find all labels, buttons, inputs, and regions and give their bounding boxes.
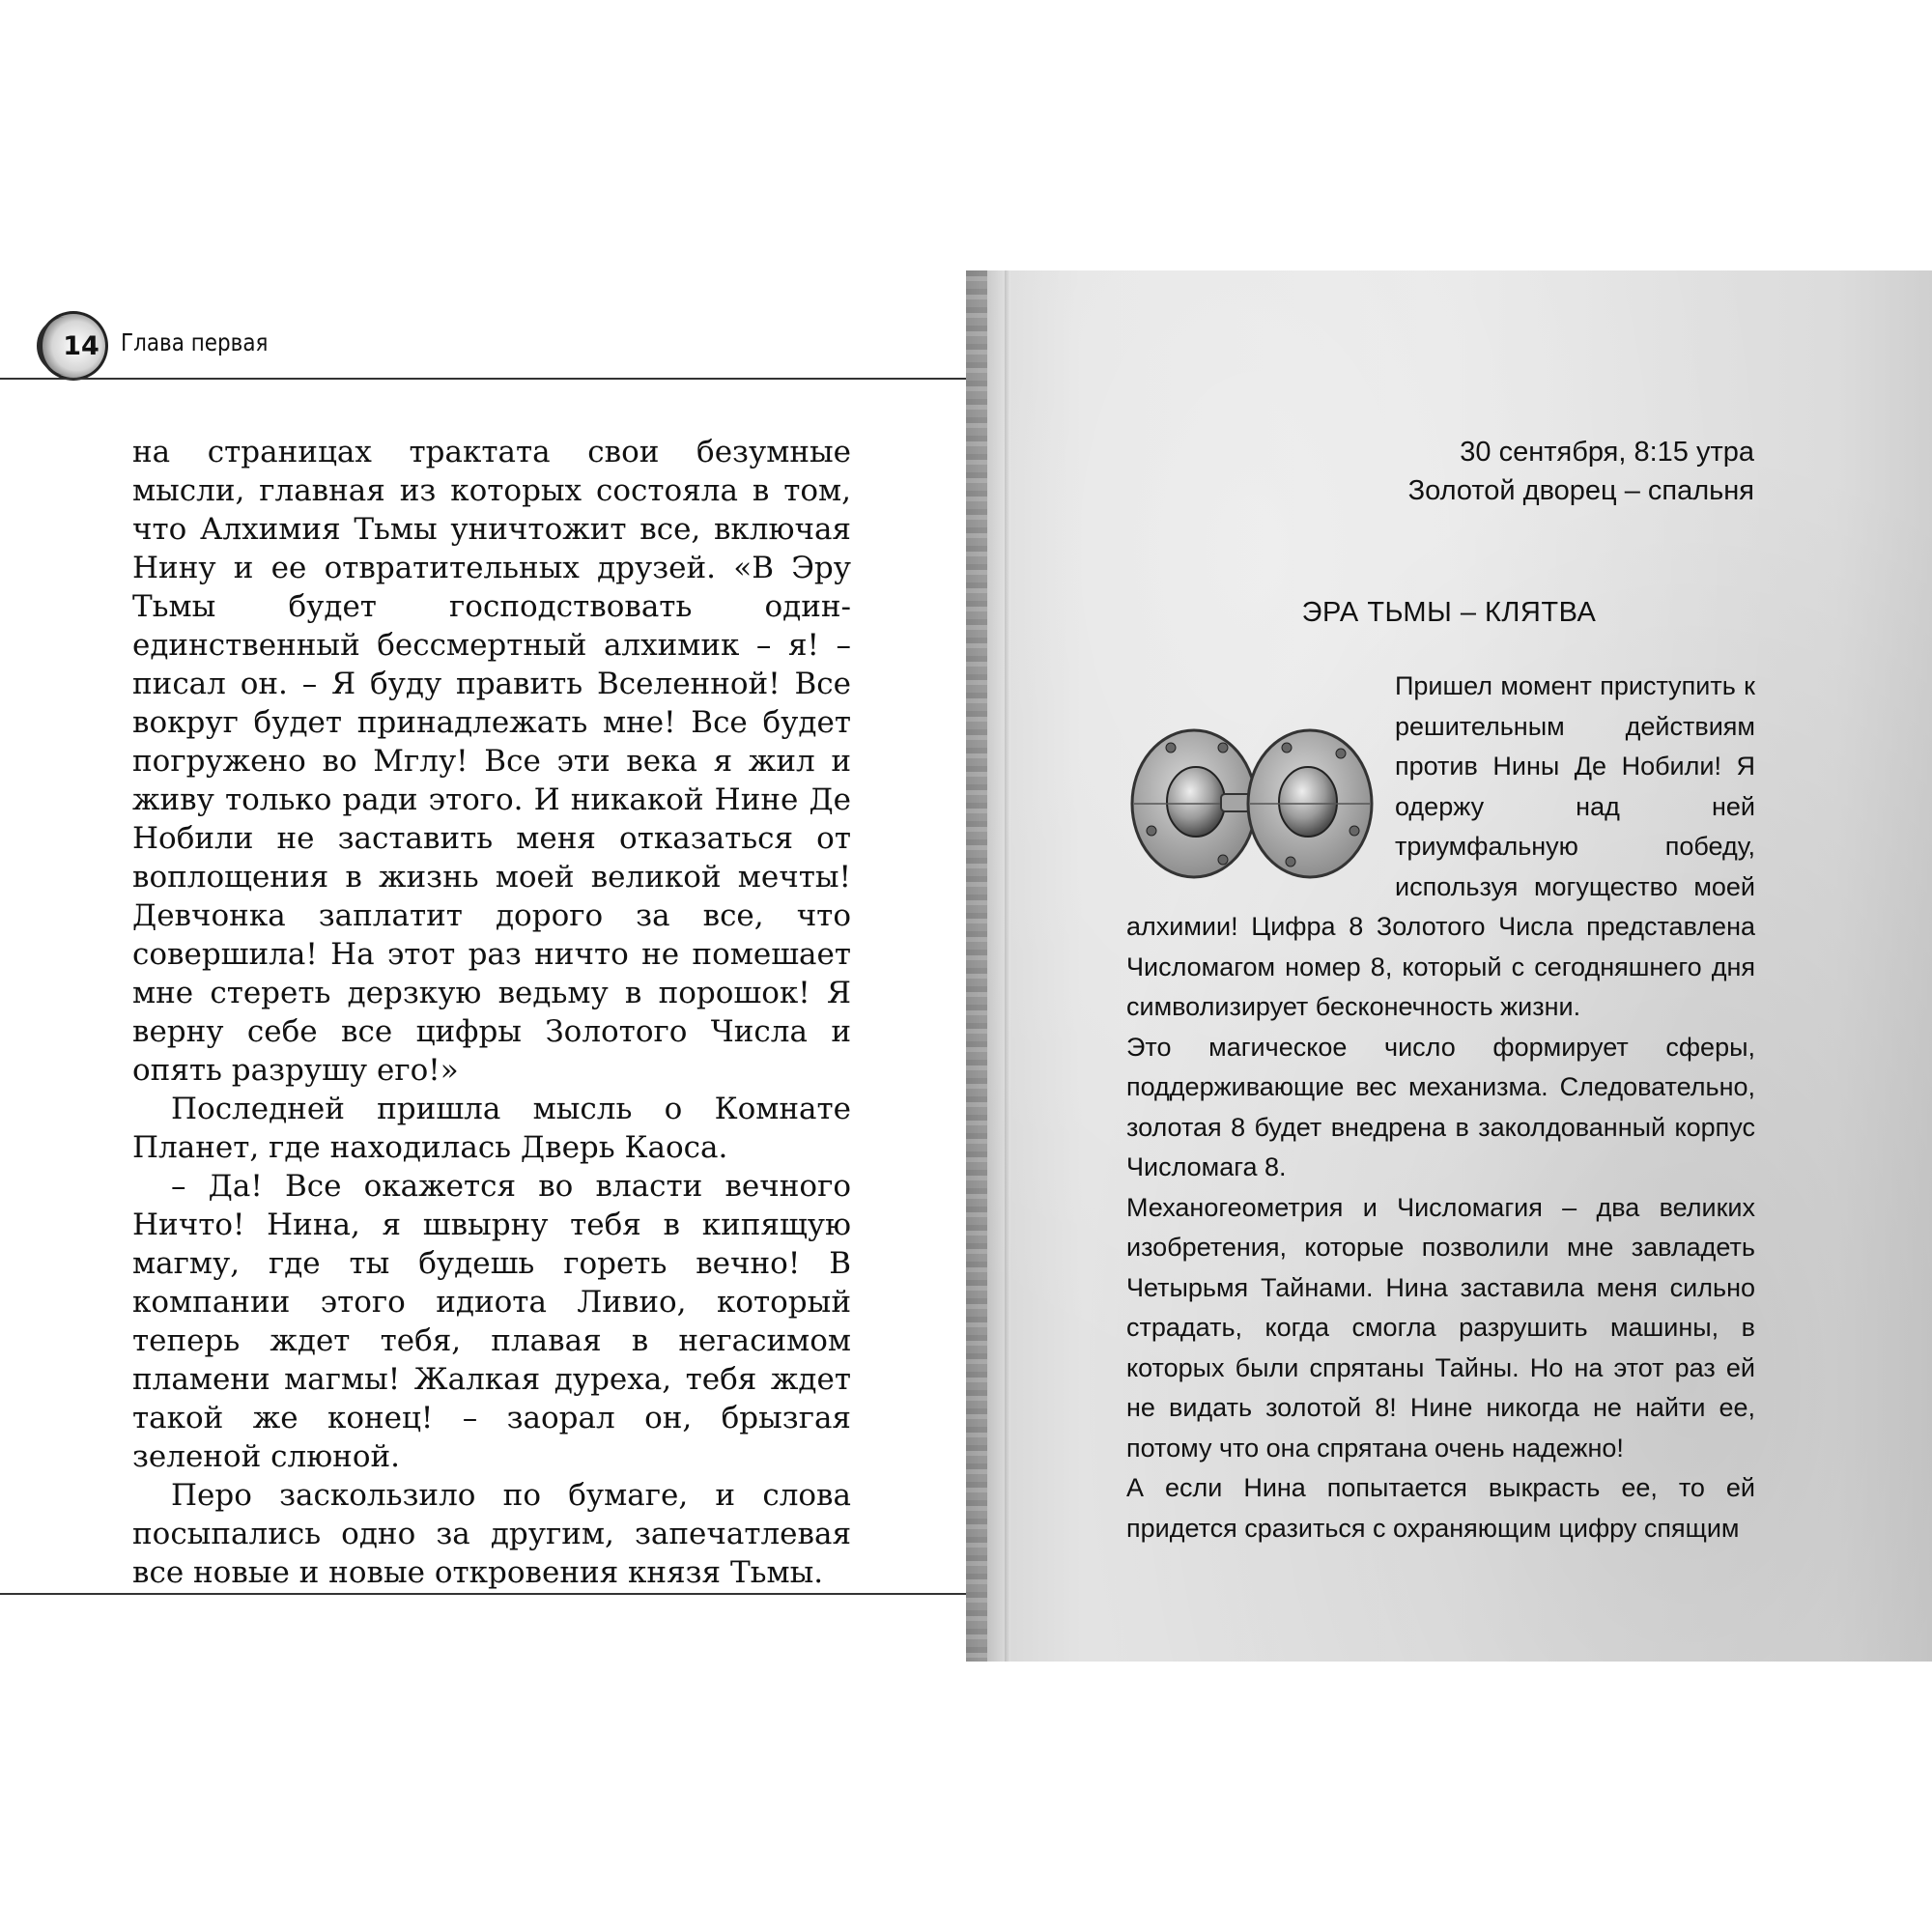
- entry-date: 30 сентября, 8:15 утра: [1460, 437, 1754, 468]
- paragraph: на страницах трактата свои безумные мысли, главная из которых состояла в том, что Алхимия Тьмы уничтожит все, включая Нину и ее отвратительных друзей. «В Эру Тьмы будет господствовать один-единственный бессмертный алхимик – я! – писал он. – Я буду править Вселенной! Все вокруг будет принадлежать мне! Все будет погружено во Мглу! Все эти века я жил и живу только ради этого. И никакой Нине Де Нобили не заставить меня отказаться от воплощения в жизнь моей великой мечты! Девчонка заплатит дорого за все, что совершила! На этот раз ничто не помешает мне стереть дерзкую ведьму в порошок! Я верну себе все цифры Золотого Числа и опять разрушу его!»: [132, 435, 851, 1088]
- chapter-title: Глава первая: [121, 328, 269, 356]
- illustration-spacer: [1126, 705, 1395, 898]
- paragraph: – Да! Все окажется во власти вечного Ничто! Нина, я швырну тебя в кипящую магму, где ты будешь гореть вечно! В компании этого идиота Ливио, который теперь ждет тебя, плавая в негасимом пламени магмы! Жалкая дуреха, тебя ждет такой же конец! – заорал он, брызгая зеленой слюной.: [132, 1169, 851, 1474]
- entry-place: Золотой дворец – спальня: [1407, 475, 1754, 506]
- header-divider: [0, 378, 966, 380]
- paragraph: Последней пришла мысль о Комнате Планет, где находилась Дверь Каоса.: [132, 1092, 851, 1165]
- paper-fold: [1005, 270, 1010, 1662]
- paragraph: А если Нина попытается выкрасть ее, то ей придется сразиться с охраняющим цифру спящим: [1126, 1473, 1755, 1543]
- footer-divider: [0, 1593, 966, 1595]
- page-header: [0, 309, 966, 386]
- entry-title: ЭРА ТЬМЫ – КЛЯТВА: [1301, 597, 1597, 628]
- page-number: 14: [63, 330, 99, 361]
- paragraph: Это магическое число формирует сферы, поддерживающие вес механизма. Следовательно, золотая 8 будет внедрена в заколдованный корпус Числомага 8.: [1126, 1032, 1755, 1181]
- diary-entry-text: [1126, 667, 1755, 1548]
- paper-torn-edge: [966, 270, 987, 1662]
- left-body-text: [132, 433, 851, 1592]
- right-page-aged-paper: [966, 270, 1932, 1662]
- paragraph: Перо заскользило по бумаге, и слова посыпались одно за другим, запечатлевая все новые и новые откровения князя Тьмы.: [132, 1478, 851, 1590]
- paragraph: Пришел момент приступить к решительным действиям против Нины Де Нобили! Я одержу над ней триумфальную победу, используя могущество моей алхимии! Цифра 8 Золотого Числа представлена Числомагом номер 8, который с сегодняшнего дня символизирует бесконечность жизни.: [1126, 671, 1755, 1021]
- paragraph: Механогеометрия и Числомагия – два великих изобретения, которые позволили мне завладеть Четырьмя Тайнами. Нина заставила меня сильно страдать, когда смогла разрушить машины, в которых были спрятаны Тайны. Но на этот раз ей не видать золотой 8! Нине никогда не найти ее, потому что она спрятана очень надежно!: [1126, 1192, 1755, 1463]
